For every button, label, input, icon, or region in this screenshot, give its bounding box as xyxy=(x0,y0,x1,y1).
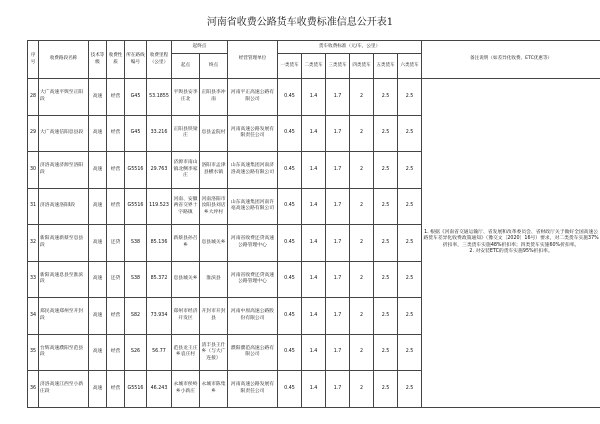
toll-standard-table xyxy=(27,40,600,408)
cell-start: 息县城关乡 xyxy=(172,261,200,298)
cell-operator: 濮阳濮范高速公路有限公司 xyxy=(228,334,278,371)
cell-route-code: G45 xyxy=(125,79,147,116)
cell-rate-5: 2.5 xyxy=(374,298,398,335)
remark-item-2: 2. 对安装ETC的货车实施95%折扣率。 xyxy=(469,249,553,255)
cell-rate-4: 2 xyxy=(350,371,374,408)
cell-route-code: S26 xyxy=(125,334,147,371)
document-title: 河南省收费公路货车收费标准信息公开表1 xyxy=(206,17,394,28)
cell-grade: 高速 xyxy=(89,334,107,371)
cell-rate-6: 2.5 xyxy=(398,188,422,225)
cell-seq: 28 xyxy=(28,79,39,116)
cell-rate-4: 2 xyxy=(350,334,374,371)
cell-rate-6: 2.5 xyxy=(398,298,422,335)
cell-route-code: S38 xyxy=(125,261,147,298)
cell-rate-3: 1.7 xyxy=(326,225,350,262)
cell-operator: 河南中原高速公路股份有限公司 xyxy=(228,298,278,335)
header-tech-grade: 技术等级 xyxy=(89,41,107,79)
cell-rate-4: 2 xyxy=(350,261,374,298)
cell-rate-3: 1.7 xyxy=(326,298,350,335)
cell-end: 河南洛阳市汝阳县刘店乡大坪村 xyxy=(200,188,228,225)
cell-rate-2: 1.4 xyxy=(302,225,326,262)
cell-road-name: 济洛高速江西至小新庄段 xyxy=(39,371,89,408)
cell-start: 济源市南山镇北侧李家庄 xyxy=(172,152,200,189)
cell-start: 范县龙王庄乡袁庄村 xyxy=(172,334,200,371)
cell-rate-4: 2 xyxy=(350,298,374,335)
header-start: 起点 xyxy=(172,54,200,79)
header-toll-type: 收费性质 xyxy=(107,41,125,79)
cell-toll-type: 经营 xyxy=(107,152,125,189)
cell-end: 淮滨县 xyxy=(200,261,228,298)
cell-rate-5: 2.5 xyxy=(374,79,398,116)
cell-rate-1: 0.45 xyxy=(278,225,302,262)
cell-seq: 31 xyxy=(28,188,39,225)
cell-rate-3: 1.7 xyxy=(326,261,350,298)
cell-mileage: 73.934 xyxy=(147,298,172,335)
cell-grade: 高速 xyxy=(89,298,107,335)
cell-rate-1: 0.45 xyxy=(278,188,302,225)
cell-rate-1: 0.45 xyxy=(278,152,302,189)
cell-rate-2: 1.4 xyxy=(302,371,326,408)
cell-rate-2: 1.4 xyxy=(302,79,326,116)
cell-seq: 36 xyxy=(28,371,39,408)
cell-mileage: 33.216 xyxy=(147,115,172,152)
cell-rate-5: 2.5 xyxy=(374,225,398,262)
cell-rate-2: 1.4 xyxy=(302,152,326,189)
header-rate-class-1: 一类货车 xyxy=(278,54,302,79)
cell-rate-5: 2.5 xyxy=(374,334,398,371)
cell-toll-type: 经营 xyxy=(107,188,125,225)
header-rate-class-5: 五类货车 xyxy=(374,54,398,79)
header-rate-class-3: 三类货车 xyxy=(326,54,350,79)
cell-rate-3: 1.7 xyxy=(326,79,350,116)
cell-mileage: 46.243 xyxy=(147,371,172,408)
header-start-end: 起终点 xyxy=(172,41,228,54)
cell-mileage: 85.136 xyxy=(147,225,172,262)
cell-end: 正阳县李冲南 xyxy=(200,79,228,116)
header-end: 终点 xyxy=(200,54,228,79)
cell-operator: 河南省收费还贷高速公路管理中心 xyxy=(228,261,278,298)
cell-rate-5: 2.5 xyxy=(374,188,398,225)
cell-start: 郑州市经济开发区 xyxy=(172,298,200,335)
cell-operator: 河南平正高速公路有限公司 xyxy=(228,79,278,116)
cell-start: 永城市侯岭乡小新庄 xyxy=(172,371,200,408)
cell-route-code: G5516 xyxy=(125,152,147,189)
cell-rate-6: 2.5 xyxy=(398,334,422,371)
cell-rate-3: 1.7 xyxy=(326,371,350,408)
cell-grade: 高速 xyxy=(89,261,107,298)
cell-road-name: 济洛高速洛阳Ⅰ段 xyxy=(39,188,89,225)
cell-grade: 高速 xyxy=(89,371,107,408)
table-row xyxy=(28,79,600,116)
cell-road-name: 济洛高速济源至洛阳段 xyxy=(39,152,89,189)
cell-seq: 33 xyxy=(28,261,39,298)
cell-end: 息县城关乡 xyxy=(200,225,228,262)
cell-route-code: G5516 xyxy=(125,371,147,408)
cell-rate-1: 0.45 xyxy=(278,298,302,335)
cell-rate-4: 2 xyxy=(350,115,374,152)
cell-end: 开封市开封县 xyxy=(200,298,228,335)
cell-rate-4: 2 xyxy=(350,79,374,116)
cell-road-name: 大广高速平舆至正阳段 xyxy=(39,79,89,116)
cell-rate-1: 0.45 xyxy=(278,79,302,116)
cell-rate-2: 1.4 xyxy=(302,188,326,225)
cell-rate-2: 1.4 xyxy=(302,334,326,371)
cell-operator: 河南高速公路发展有限责任公司 xyxy=(228,371,278,408)
cell-mileage: 53.1855 xyxy=(147,79,172,116)
cell-road-name: 新阳高速新蔡至息县段 xyxy=(39,225,89,262)
header-rate-class-4: 四类货车 xyxy=(350,54,374,79)
header-rate-class-6: 六类货车 xyxy=(398,54,422,79)
header-mileage: 收费里程（公里） xyxy=(147,41,172,79)
cell-start: 河南、安徽两省交界十字路镇 xyxy=(172,188,200,225)
cell-rate-3: 1.7 xyxy=(326,334,350,371)
cell-seq: 35 xyxy=(28,334,39,371)
cell-toll-type: 还贷 xyxy=(107,261,125,298)
cell-seq: 34 xyxy=(28,298,39,335)
header-remarks: 备注说明（如差异化收费、ETC优惠等） xyxy=(422,41,600,79)
cell-route-code: S38 xyxy=(125,225,147,262)
cell-operator: 山东高速集团河南许亳高速公路有限公司 xyxy=(228,188,278,225)
header-road-name: 收费路段名称 xyxy=(39,41,89,79)
cell-rate-2: 1.4 xyxy=(302,298,326,335)
cell-rate-6: 2.5 xyxy=(398,115,422,152)
cell-start: 平舆县安李庄北 xyxy=(172,79,200,116)
cell-route-code: G5516 xyxy=(125,188,147,225)
cell-seq: 30 xyxy=(28,152,39,189)
cell-grade: 高速 xyxy=(89,79,107,116)
cell-grade: 高速 xyxy=(89,225,107,262)
header-rate-class-2: 二类货车 xyxy=(302,54,326,79)
cell-rate-3: 1.7 xyxy=(326,152,350,189)
cell-start: 新蔡县孙召乡 xyxy=(172,225,200,262)
cell-mileage: 85.372 xyxy=(147,261,172,298)
cell-rate-1: 0.45 xyxy=(278,115,302,152)
header-operator: 经营管理单位 xyxy=(228,41,278,79)
cell-mileage: 56.77 xyxy=(147,334,172,371)
cell-road-name: 台辉高速濮阳至范县段 xyxy=(39,334,89,371)
cell-mileage: 29.763 xyxy=(147,152,172,189)
cell-end: 永城市陈集乡 xyxy=(200,371,228,408)
cell-toll-type: 经营 xyxy=(107,79,125,116)
remark-item-1: 1. 根据《河南省交通运输厅、省发展和改革委员会、省财政厅关于做好全国高速公路货车差异化收费政策通知》（豫交文〔2020〕16号）要求，对二类货车实施37%折扣率，三类货车实施48%折扣率；四类货车实施60%折扣率。 xyxy=(423,229,599,248)
header-route-code: 所在路线编号 xyxy=(125,41,147,79)
cell-road-name: 郑民高速郑州至开封段 xyxy=(39,298,89,335)
cell-end: 息县孟院村 xyxy=(200,115,228,152)
cell-rate-3: 1.7 xyxy=(326,188,350,225)
cell-rate-5: 2.5 xyxy=(374,371,398,408)
header-seq: 序号 xyxy=(28,41,39,79)
header-row-1 xyxy=(28,41,600,54)
cell-route-code: G45 xyxy=(125,115,147,152)
cell-rate-4: 2 xyxy=(350,152,374,189)
cell-start: 正阳县铁梁庄 xyxy=(172,115,200,152)
cell-rate-1: 0.45 xyxy=(278,261,302,298)
cell-mileage: 119.523 xyxy=(147,188,172,225)
cell-toll-type: 经营 xyxy=(107,115,125,152)
cell-grade: 高速 xyxy=(89,152,107,189)
cell-road-name: 大广高速信阳息县段 xyxy=(39,115,89,152)
cell-rate-4: 2 xyxy=(350,188,374,225)
cell-rate-1: 0.45 xyxy=(278,371,302,408)
cell-rate-5: 2.5 xyxy=(374,152,398,189)
cell-rate-3: 1.7 xyxy=(326,115,350,152)
cell-end: 清丰县王什乡（与大广连接） xyxy=(200,334,228,371)
header-rates-group: 货车收费标准（元/车，公里） xyxy=(278,41,422,54)
cell-seq: 32 xyxy=(28,225,39,262)
cell-remarks xyxy=(422,79,600,408)
cell-rate-5: 2.5 xyxy=(374,115,398,152)
cell-rate-6: 2.5 xyxy=(398,79,422,116)
cell-end: 洛阳市孟津县横水镇 xyxy=(200,152,228,189)
cell-grade: 高速 xyxy=(89,188,107,225)
cell-toll-type: 还贷 xyxy=(107,225,125,262)
cell-operator: 河南省收费还贷高速公路管理中心 xyxy=(228,225,278,262)
cell-rate-6: 2.5 xyxy=(398,371,422,408)
cell-rate-2: 1.4 xyxy=(302,115,326,152)
cell-rate-5: 2.5 xyxy=(374,261,398,298)
cell-operator: 山东高速集团河南济洛高速公路有限公司 xyxy=(228,152,278,189)
cell-rate-6: 2.5 xyxy=(398,225,422,262)
cell-rate-6: 2.5 xyxy=(398,152,422,189)
cell-toll-type: 经营 xyxy=(107,298,125,335)
cell-toll-type: 经营 xyxy=(107,334,125,371)
cell-rate-2: 1.4 xyxy=(302,261,326,298)
cell-toll-type: 经营 xyxy=(107,371,125,408)
cell-road-name: 新阳高速息县至淮滨段 xyxy=(39,261,89,298)
cell-seq: 29 xyxy=(28,115,39,152)
cell-rate-4: 2 xyxy=(350,225,374,262)
cell-rate-6: 2.5 xyxy=(398,261,422,298)
cell-operator: 河南高速公路发展有限责任公司 xyxy=(228,115,278,152)
cell-rate-1: 0.45 xyxy=(278,334,302,371)
cell-grade: 高速 xyxy=(89,115,107,152)
cell-route-code: S82 xyxy=(125,298,147,335)
